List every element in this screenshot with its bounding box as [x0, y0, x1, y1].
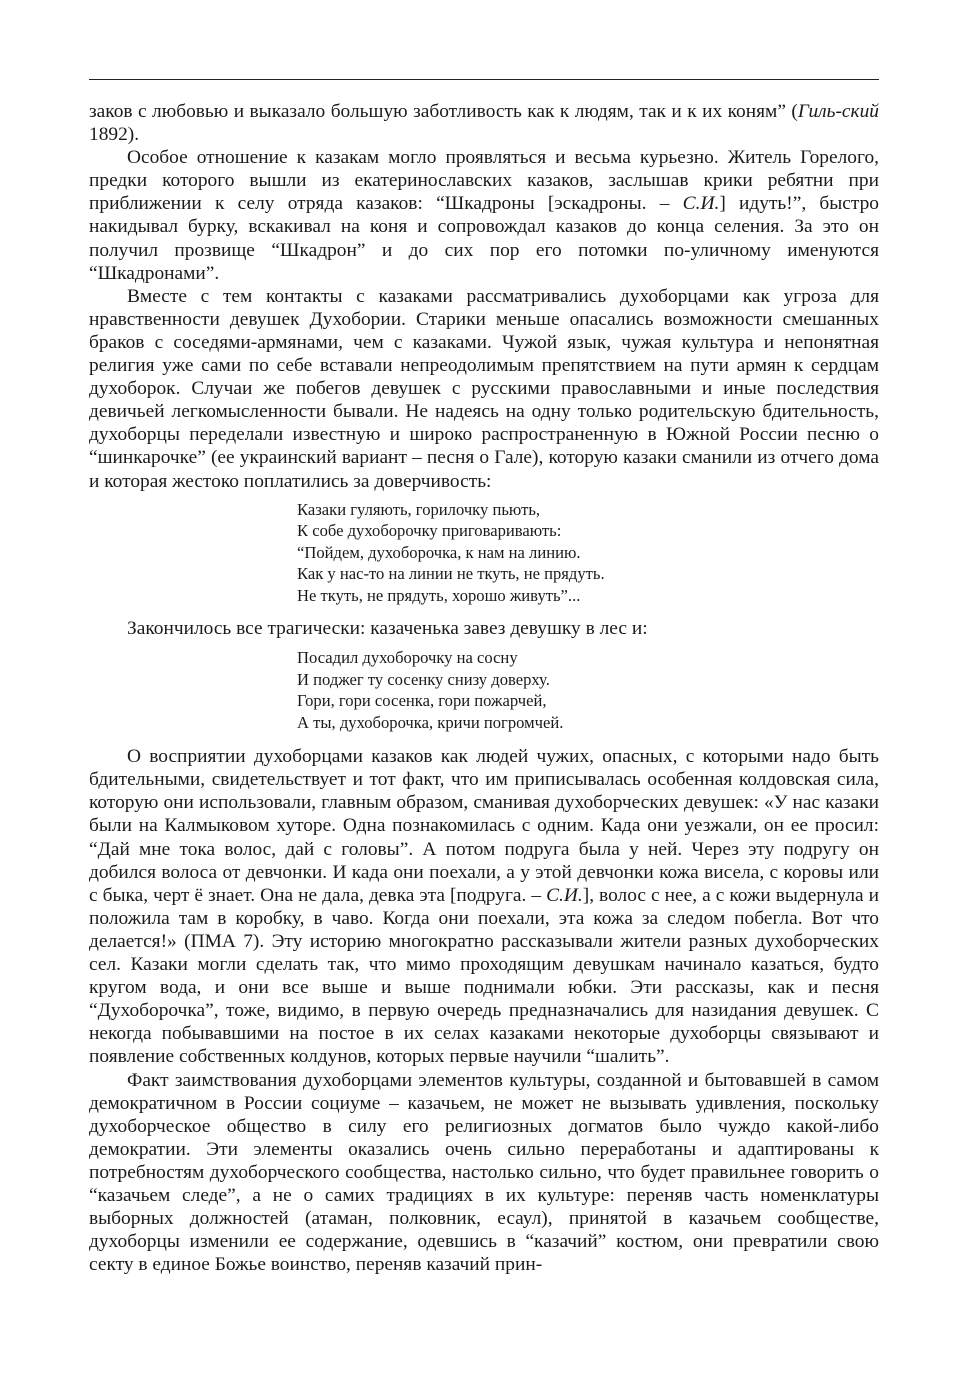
- verse-line: Посадил духоборочку на сосну: [297, 648, 518, 668]
- paragraph-tragic-ending: Закончилось все трагически: казаченька завез девушку в лес и:: [127, 618, 648, 640]
- paragraph-continuation: заков с любовью и выказало большую заботливость как к людям, так и к их коням” (Гиль-ский 1892).: [89, 101, 879, 146]
- verse-sosna: [297, 647, 879, 733]
- verse-line: Казаки гуляють, горилочку пьють,: [297, 499, 541, 519]
- verse-line: К собе духоборочку приговаривають:: [297, 521, 562, 541]
- verse-line: А ты, духоборочка, кричи погромчей.: [297, 712, 564, 732]
- verse-line: “Пойдем, духоборочка, к нам на линию.: [297, 542, 581, 562]
- body-text: [89, 100, 879, 1276]
- paragraph-witchcraft: О восприятии духоборцами казаков как людей чужих, опасных, с которыми надо быть бдительными, свидетельствует и тот факт, что им приписывалась особенная колдовская сила, которую они использовали, главным образом, сманивая духоборческих девушек: «У нас казаки были на Калмыковом хуторе. Одна познакомилась с одним. Када они уезжали, он ее просил: “Дай мне тока волос, дай с головы”. А потом подруга была у ней. Через эту подругу он добился волоса от девчонки. И када они поехали, а у этой девчонки кожа висела, с коровы или с быка, черт ё знает. Она не дала, девка эта [подруга. – С.И.], волос с нее, а с кожи выдернула и положила там в коробку, в чаво. Когда они поехали, эта кожа за следом побегла. Вот что делается!» (ПМА 7). Эту историю многократно рассказывали жители разных духоборческих сел. Казаки могли сделать так, что мимо проходящим девушкам начинало казаться, будто кругом вода, и они все выше и выше поднимали юбки. Эти рассказы, как и песня “Духоборочка”, тоже, видимо, в первую очередь предназначались для назидания девушек. С некогда побывавшими на постое в их селах казаками некоторые духоборцы связывают и появление собственных колдунов, которых первые научили “шалить”.: [89, 746, 879, 1068]
- paragraph-cossack-trace: Факт заимствования духоборцами элементов культуры, созданной и бытовавшей в самом демократичном в России социуме – казачьем, не может не вызывать удивления, поскольку духоборческое общество в силу его религиозных догматов было чуждо какой-либо демократии. Эти элементы оказались очень сильно переработаны и адаптированы к потребностям духоборческого сообщества, настолько сильно, что будет правильнее говорить о “казачьем следе”, а не о самих традициях в их культуре: переняв часть номенклатуры выборных должностей (атаман, полковник, есаул), принятой в казачьем сообществе, духоборцы изменили ее содержание, одевшись в “казачий” костюм, они превратили свою секту в единое Божье воинство, переняв казачий прин-: [89, 1069, 879, 1276]
- verse-line: И поджег ту сосенку снизу доверху.: [297, 669, 550, 689]
- verse-line: Гори, гори сосенка, гори пожарчей,: [297, 691, 547, 711]
- verse-duhoborochka: [297, 499, 879, 607]
- paragraph-contacts: Вместе с тем контакты с казаками рассматривались духоборцами как угроза для нравственности девушек Духобории. Старики меньше опасались возможности смешанных браков с соседями-армянами, чем с казаками. Чужой язык, чужая культура и непонятная религия уже сами по себе вставали непреодолимым препятствием на пути армян к сердцам духоборок. Случаи же побегов девушек с русскими православными и иные последствия девичьей легкомысленности бывали. Не надеясь на одну только родительскую бдительность, духоборцы переделали известную и широко распространенную в Южной России песню о “шинкарочке” (ее украинский вариант – песня о Гале), которую казаки сманили из отчего дома и которая жестоко поплатились за доверчивость:: [89, 285, 879, 492]
- header-rule: [89, 79, 879, 80]
- paragraph-shkadron: Особое отношение к казакам могло проявляться и весьма курьезно. Житель Горелого, предки которого вышли из екатеринославских казаков, заслышав крики ребятни при приближении к селу отряда казаков: “Шкадроны [эскадроны. – С.И.] идуть!”, быстро накидывал бурку, вскакивал на коня и сопровождал казаков до конца селения. За это он получил прозвище “Шкадрон” и до сих пор его потомки по-уличному именуются “Шкадронами”.: [89, 147, 880, 284]
- verse-line: Как у нас-то на линии не ткуть, не прядуть.: [297, 564, 605, 584]
- verse-line: Не ткуть, не прядуть, хорошо живуть”...: [297, 585, 581, 605]
